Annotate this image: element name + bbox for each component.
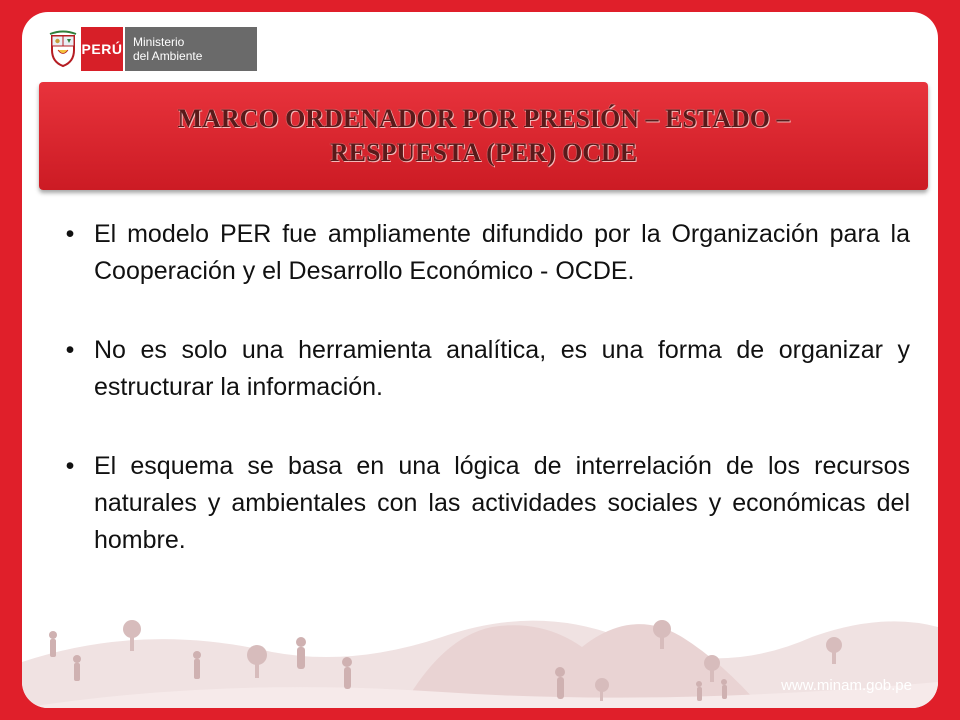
coat-of-arms-icon (45, 27, 81, 71)
website-url[interactable]: www.minam.gob.pe (781, 677, 912, 694)
slide (22, 12, 938, 708)
bullet-item (60, 448, 910, 559)
bullet-marker: • (65, 220, 75, 248)
title-banner (39, 82, 928, 190)
slide-title-line-2: RESPUESTA (PER) OCDE (329, 138, 638, 167)
bullet-marker: • (65, 452, 75, 480)
bullet-item (60, 216, 910, 290)
bullet-item (60, 332, 910, 406)
bullet-marker: • (65, 336, 75, 364)
bullet-list (60, 216, 910, 601)
slide-title-line-1: MARCO ORDENADOR POR PRESIÓN – ESTADO – (177, 104, 790, 133)
ministry-line-2: del Ambiente (133, 49, 203, 63)
bullet-text: El modelo PER fue ampliamente difundido por la Organización para la Cooperación y el Desarrollo Económico - OCDE. (94, 220, 910, 285)
ministry-name (123, 27, 257, 71)
country-label: PERÚ (81, 27, 123, 71)
bullet-text: El esquema se basa en una lógica de interrelación de los recursos naturales y ambientales con las actividades sociales y económicas del hombre. (94, 452, 910, 554)
bullet-text: No es solo una herramienta analítica, es una forma de organizar y estructurar la información. (94, 336, 910, 401)
ministry-line-1: Ministerio (133, 35, 185, 49)
ministry-logo (45, 27, 257, 71)
